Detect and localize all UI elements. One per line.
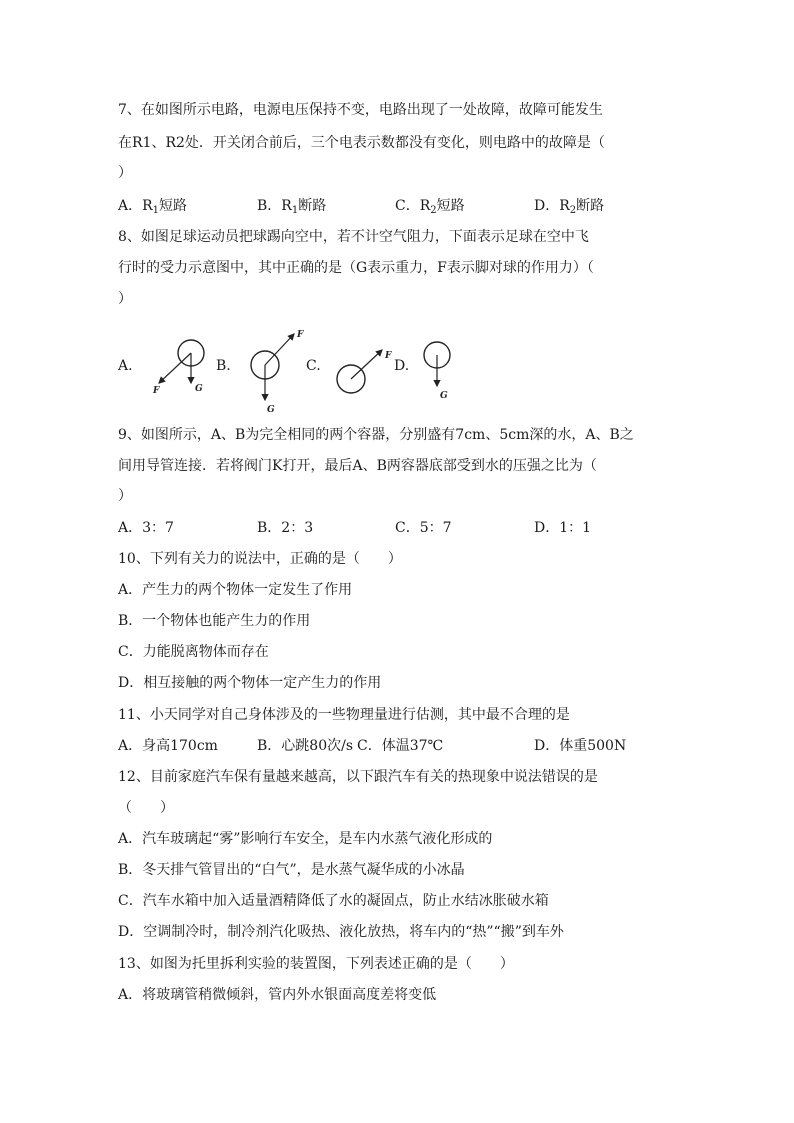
q11-option-c: C．体温37℃ bbox=[357, 738, 444, 754]
q8-figure-b bbox=[240, 322, 305, 417]
q10-option-b: B．一个物体也能产生力的作用 bbox=[118, 613, 311, 629]
force-f-arrow-c bbox=[351, 350, 382, 379]
q9-stem-line1: 9、如图所示，A、B为完全相同的两个容器，分别盛有7cm、5cm深的水，A、B之 bbox=[118, 427, 634, 443]
q7-option-d-text: 断路 bbox=[576, 198, 605, 214]
q7-option-c bbox=[395, 196, 465, 221]
q7-option-b-letter: B．R bbox=[257, 198, 292, 214]
q8-figure-c bbox=[330, 340, 400, 400]
q13-option-a: A．将玻璃管稍微倾斜，管内外水银面高度差将变低 bbox=[118, 987, 437, 1003]
q10-option-d: D．相互接触的两个物体一定产生力的作用 bbox=[118, 675, 382, 691]
q7-option-c-sub: 2 bbox=[430, 205, 437, 216]
q8-figure-d-label: D. bbox=[394, 358, 410, 374]
q9-stem-line2: 间用导管连接．若将阀门K打开，最后A、B两容器底部受到水的压强之比为（ bbox=[118, 458, 597, 474]
q12-stem-line1: 12、目前家庭汽车保有量越来越高，以下跟汽车有关的热现象中说法错误的是 bbox=[118, 769, 598, 785]
q7-option-a-sub: 1 bbox=[152, 205, 160, 216]
force-f-label-c: F bbox=[385, 351, 392, 361]
q9-option-d: D．1：1 bbox=[534, 520, 592, 536]
force-f-arrow-b bbox=[265, 334, 294, 365]
q12-stem-line2: （ ） bbox=[118, 800, 174, 816]
q10-stem: 10、下列有关力的说法中，正确的是（ ） bbox=[118, 551, 402, 567]
q11-stem: 11、小天同学对自己身体涉及的一些物理量进行估测，其中最不合理的是 bbox=[118, 707, 570, 723]
q8-stem-line3: ） bbox=[118, 291, 132, 307]
q9-stem-line3: ） bbox=[118, 488, 132, 504]
q9-option-c: C．5：7 bbox=[395, 520, 452, 536]
q7-stem-line1: 7、在如图所示电路，电源电压保持不变，电路出现了一处故障，故障可能发生 bbox=[118, 102, 603, 118]
q8-stem-line2: 行时的受力示意图中，其中正确的是（G表示重力，F表示脚对球的作用力）（ bbox=[118, 260, 594, 276]
q7-option-c-letter: C．R bbox=[395, 198, 431, 214]
q7-option-d-sub: 2 bbox=[569, 205, 577, 216]
force-f-label-a: F bbox=[153, 386, 160, 396]
q7-option-a bbox=[118, 196, 187, 221]
q10-option-c: C．力能脱离物体而存在 bbox=[118, 644, 269, 660]
q13-stem: 13、如图为托里拆利实验的装置图，下列表述正确的是（ ） bbox=[118, 956, 514, 972]
q12-option-c: C．汽车水箱中加入适量酒精降低了水的凝固点，防止水结冰胀破水箱 bbox=[118, 893, 549, 909]
q12-option-d: D．空调制冷时，制冷剂汽化吸热、液化放热，将车内的“热”“搬”到车外 bbox=[118, 924, 564, 940]
q8-figure-a-label: A. bbox=[118, 358, 133, 374]
q7-option-d bbox=[534, 196, 604, 221]
q8-figure-a bbox=[145, 335, 210, 400]
q12-option-a: A．汽车玻璃起“雾”影响行车安全，是车内水蒸气液化形成的 bbox=[118, 831, 493, 847]
q8-figure-b-label: B. bbox=[216, 358, 231, 374]
q8-figure-c-label: C. bbox=[306, 358, 321, 374]
q7-option-b-sub: 1 bbox=[291, 205, 299, 216]
q7-option-c-text: 短路 bbox=[436, 198, 465, 214]
q12-option-b: B．冬天排气管冒出的“白气”，是水蒸气凝华成的小冰晶 bbox=[118, 862, 465, 878]
q8-figure-d bbox=[418, 340, 463, 405]
force-f-label-b: F bbox=[297, 330, 304, 340]
q7-stem-line2: 在R1、R2处．开关闭合前后，三个电表示数都没有变化，则电路中的故障是（ bbox=[118, 135, 605, 151]
q8-stem-line1: 8、如图足球运动员把球踢向空中，若不计空气阻力，下面表示足球在空中飞 bbox=[118, 229, 589, 245]
q11-option-b: B．心跳80次/s bbox=[257, 738, 354, 754]
q7-stem-line3: ） bbox=[118, 165, 132, 181]
q7-option-d-letter: D．R bbox=[534, 198, 570, 214]
force-g-label-b: G bbox=[267, 405, 275, 415]
q11-option-d: D．体重500N bbox=[534, 738, 627, 754]
force-g-label-d: G bbox=[440, 391, 448, 401]
q9-option-a: A．3：7 bbox=[118, 520, 174, 536]
force-g-label-a: G bbox=[195, 384, 203, 394]
q10-option-a: A．产生力的两个物体一定发生了作用 bbox=[118, 582, 353, 598]
force-f-arrow-a bbox=[159, 353, 191, 383]
q7-option-b-text: 断路 bbox=[298, 198, 327, 214]
q7-option-b bbox=[257, 196, 326, 221]
q7-option-a-text: 短路 bbox=[159, 198, 188, 214]
q7-option-a-letter: A．R bbox=[118, 198, 153, 214]
q11-option-a: A．身高170cm bbox=[118, 738, 218, 754]
q9-option-b: B．2：3 bbox=[257, 520, 314, 536]
